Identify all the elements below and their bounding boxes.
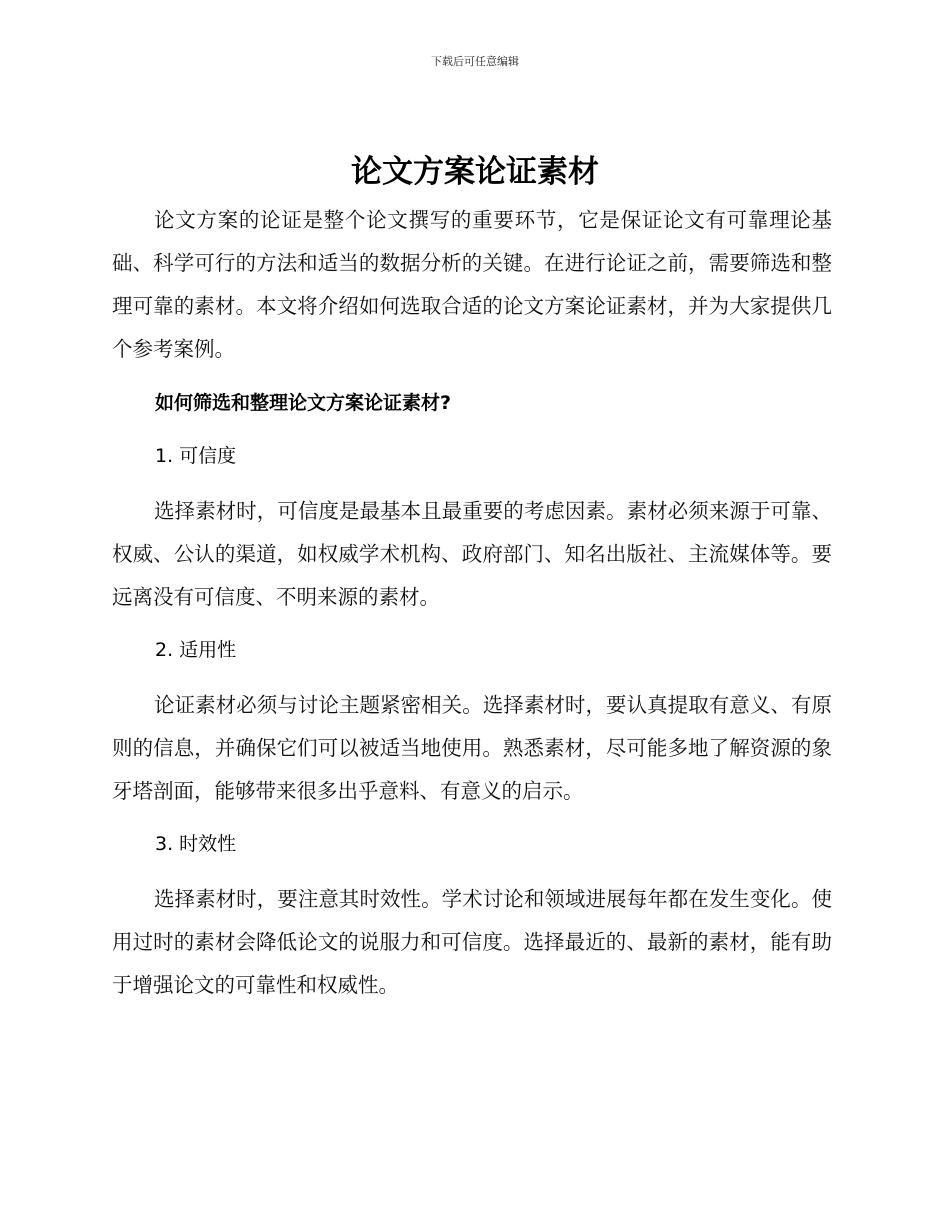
document-title: 论文方案论证素材 — [351, 154, 599, 190]
item-heading-applicability: 2. 适用性 — [155, 639, 237, 661]
item-body-credibility: 选择素材时，可信度是最基本且最重要的考虑因素。素材必须来源于可靠、权威、公认的渠道，如权威学术机构、政府部门、知名出版社、主流媒体等。要远离没有可信度、不明来源的素材。 — [112, 499, 832, 609]
intro-paragraph: 论文方案的论证是整个论文撰写的重要环节，它是保证论文有可靠理论基础、科学可行的方法和适当的数据分析的关键。在进行论证之前，需要筛选和整理可靠的素材。本文将介绍如何选取合适的论文方案论证素材，并为大家提供几个参考案例。 — [112, 208, 832, 361]
item-heading-credibility: 1. 可信度 — [155, 445, 237, 467]
item-body-timeliness: 选择素材时，要注意其时效性。学术讨论和领域进展每年都在发生变化。使用过时的素材会降低论文的说服力和可信度。选择最近的、最新的素材，能有助于增强论文的可靠性和权威性。 — [112, 887, 832, 997]
section-heading: 如何筛选和整理论文方案论证素材? — [155, 392, 452, 414]
header-note: 下载后可任意编辑 — [431, 55, 519, 68]
item-heading-timeliness: 3. 时效性 — [155, 833, 237, 855]
item-body-applicability: 论证素材必须与讨论主题紧密相关。选择素材时，要认真提取有意义、有原则的信息，并确保它们可以被适当地使用。熟悉素材，尽可能多地了解资源的象牙塔剖面，能够带来很多出乎意料、有意义的启示。 — [112, 693, 832, 803]
